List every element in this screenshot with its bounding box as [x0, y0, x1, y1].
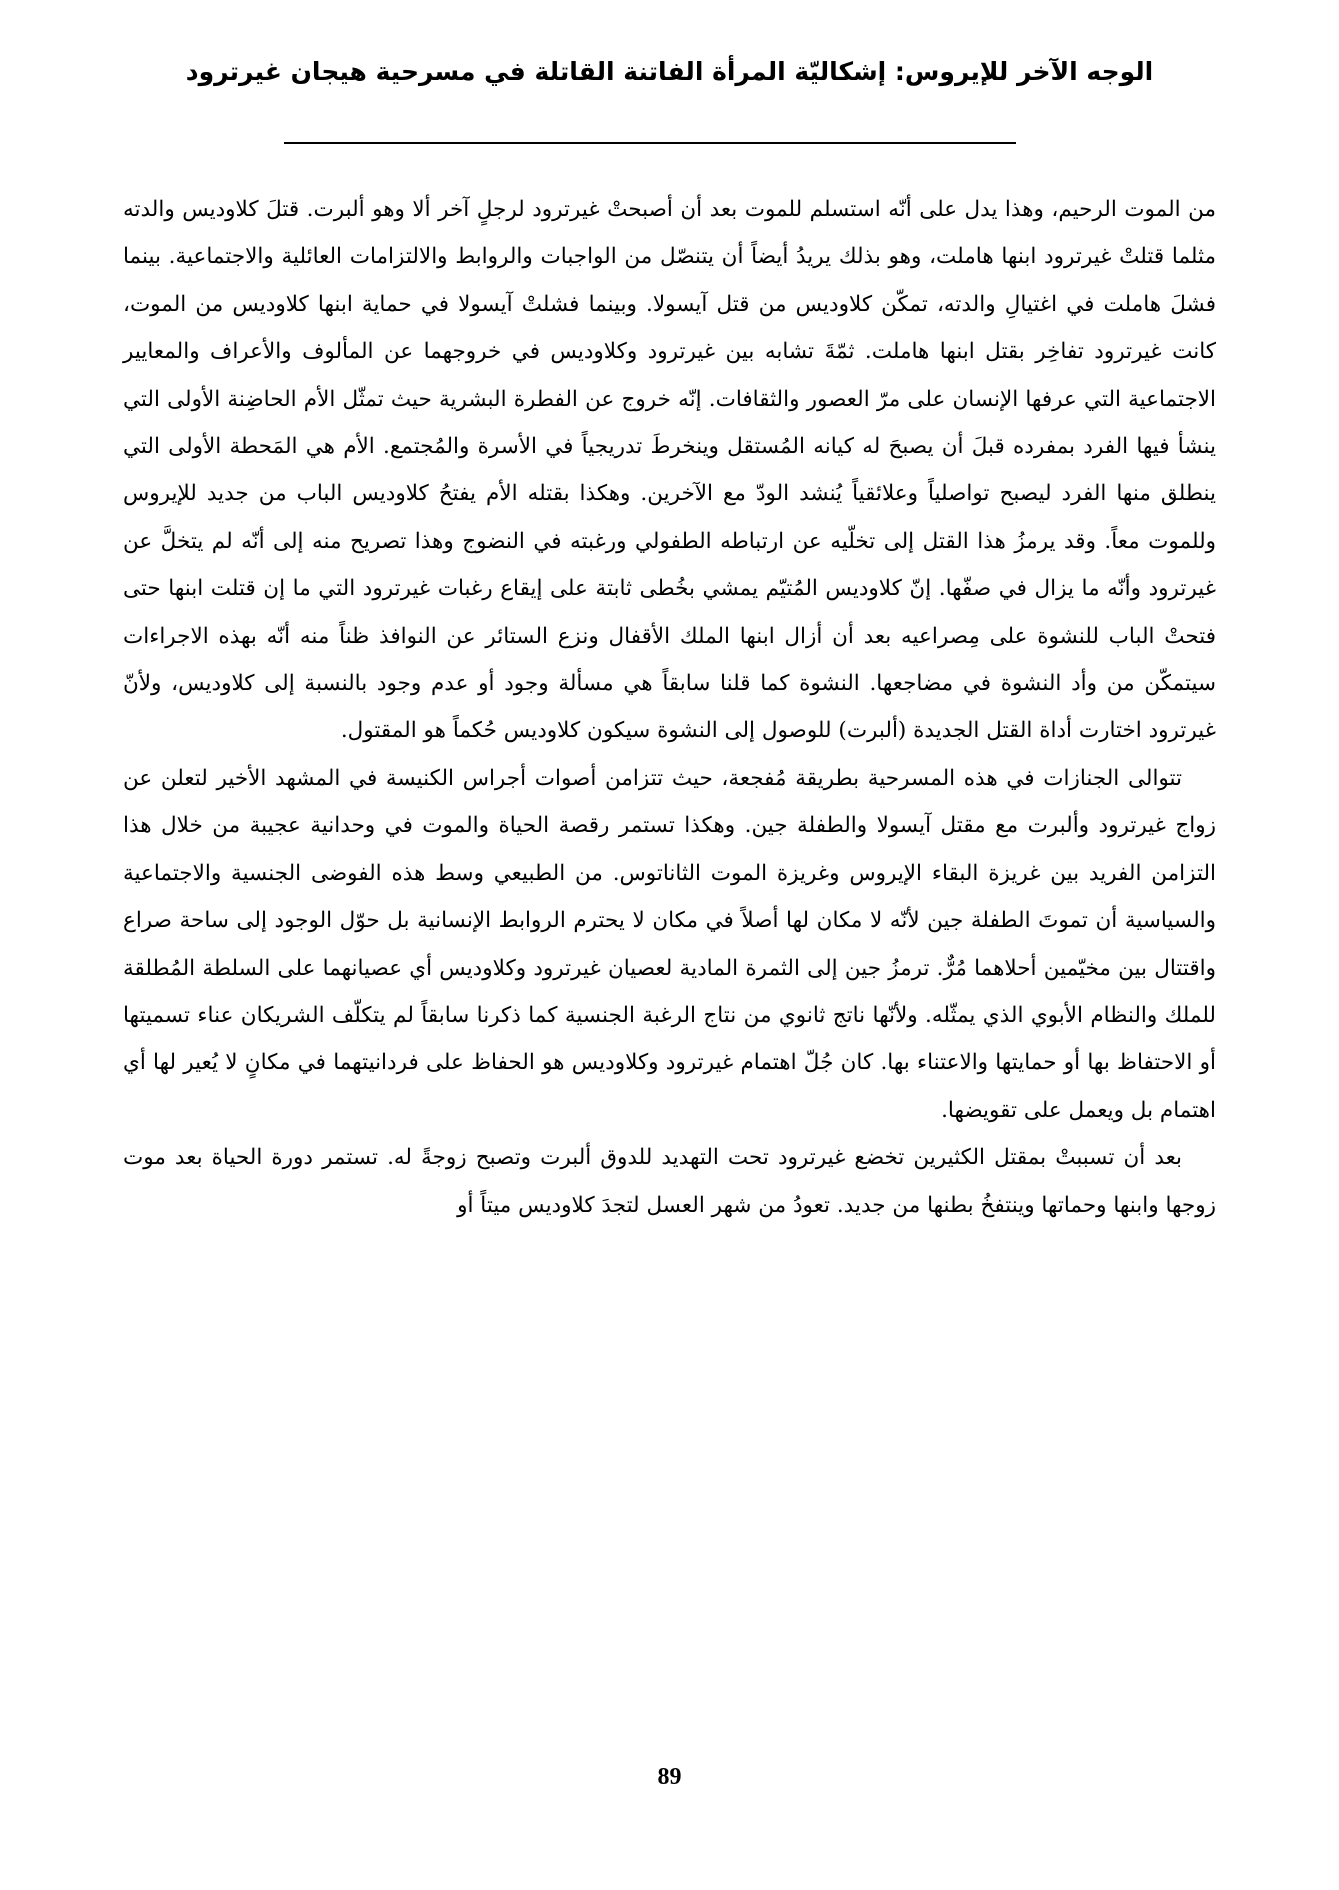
paragraph: تتوالى الجنازات في هذه المسرحية بطريقة مُفجعة، حيث تتزامن أصوات أجراس الكنيسة في المشهد الأخير لتعلن عن زواج غيرترود وألبرت مع مقتل آيسولا والطفلة جين. وهكذا تستمر رقصة الحياة والموت في وحدانية عجيبة من خلال هذا التزامن الفريد بين غريزة البقاء الإيروس وغريزة الموت الثاناتوس. من الطبيعي وسط هذه الفوضى الجنسية والاجتماعية والسياسية أن تموتَ الطفلة جين لأنّه لا مكان لها أصلاً في مكان لا يحترم الروابط الإنسانية بل حوّل الوجود إلى ساحة صراع واقتتال بين مخيّمين أحلاهما مُرٌّ. ترمزُ جين إلى الثمرة المادية لعصيان غيرترود وكلاوديس أي عصيانهما على السلطة المُطلقة للملك والنظام الأبوي الذي يمثّله. ولأنّها ناتج ثانوي من نتاج الرغبة الجنسية كما ذكرنا سابقاً لم يتكلّف الشريكان عناء تسميتها أو الاحتفاظ بها أو حمايتها والاعتناء بها. كان جُلّ اهتمام غيرترود وكلاوديس هو الحفاظ على فردانيتهما في مكانٍ لا يُعير لها أي اهتمام بل ويعمل على تقويضها.: [123, 765, 1216, 1123]
page-number: 89: [657, 1764, 682, 1790]
paragraph: بعد أن تسببتْ بمقتل الكثيرين تخضع غيرترود تحت التهديد للدوق ألبرت وتصبح زوجةً له. تستمر دورة الحياة بعد موت زوجها وابنها وحماتها وينتفخُ بطنها من جديد. تعودُ من شهر العسل لتجدَ كلاوديس ميتاً أو: [123, 1145, 1216, 1218]
running-header-title: الوجه الآخر للإيروس: إشكاليّة المرأة الفاتنة القاتلة في مسرحية هيجان غيرترود: [185, 57, 1154, 86]
paragraph: من الموت الرحيم، وهذا يدل على أنّه استسلم للموت بعد أن أصبحتْ غيرترود لرجلٍ آخر ألا وهو ألبرت. قتلَ كلاوديس والدته مثلما قتلتْ غيرترود ابنها هاملت، وهو بذلك يريدُ أيضاً أن يتنصّل من الواجبات والروابط والالتزامات العائلية والاجتماعية. بينما فشلَ هاملت في اغتيالِ والدته، تمكّن كلاوديس من قتل آيسولا. وبينما فشلتْ آيسولا في حماية ابنها كلاوديس من الموت، كانت غيرترود تفاخِر بقتل ابنها هاملت. ثمّةَ تشابه بين غيرترود وكلاوديس في خروجهما عن المألوف والأعراف والمعايير الاجتماعية التي عرفها الإنسان على مرّ العصور والثقافات. إنّه خروج عن الفطرة البشرية حيث تمثّل الأم الحاضِنة الأولى التي ينشأ فيها الفرد بمفرده قبلَ أن يصبحَ له كيانه المُستقل وينخرطَ تدريجياً في الأسرة والمُجتمع. الأم هي المَحطة الأولى التي ينطلق منها الفرد ليصبح تواصلياً وعلائقياً يُنشد الودّ مع الآخرين. وهكذا بقتله الأم يفتحُ كلاوديس الباب من جديد للإيروس وللموت معاً. وقد يرمزُ هذا القتل إلى تخلّيه عن ارتباطه الطفولي ورغبته في النضوج وهذا تصريح منه إلى أنّه لم يتخلَّ عن غيرترود وأنّه ما يزال في صفّها. إنّ كلاوديس المُتيّم يمشي بخُطى ثابتة على إيقاع رغبات غيرترود التي ما إن قتلت ابنها حتى فتحتْ الباب للنشوة على مِصراعيه بعد أن أزال ابنها الملك الأقفال ونزع الستائر عن النوافذ ظناً منه أنّه بهذه الاجراءات سيتمكّن من وأد النشوة في مضاجعها. النشوة كما قلنا سابقاً هي مسألة وجود أو عدم وجود بالنسبة إلى كلاوديس، ولأنّ غيرترود اختارت أداة القتل الجديدة (ألبرت) للوصول إلى النشوة سيكون كلاوديس حُكماً هو المقتول.: [123, 197, 1216, 744]
body-text: [123, 186, 1216, 1229]
header-divider: [284, 142, 1016, 144]
